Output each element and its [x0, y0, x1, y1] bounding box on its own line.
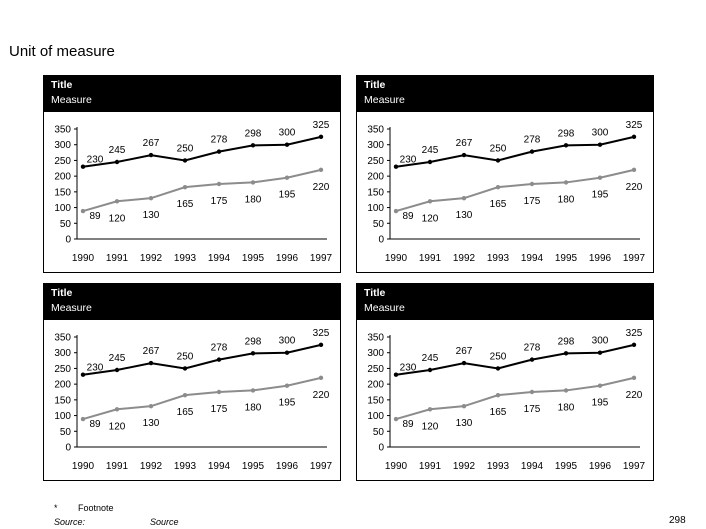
source-value: Source: [150, 517, 179, 527]
data-label: 89: [89, 419, 101, 431]
y-tick-label: 300: [367, 348, 384, 360]
data-point: [632, 343, 636, 347]
chart-header: [357, 284, 653, 320]
data-label: 325: [625, 119, 643, 131]
chart-measure: Measure: [364, 94, 405, 106]
x-tick-label: 1997: [309, 253, 333, 264]
data-label: 278: [210, 134, 228, 146]
y-tick-label: 150: [54, 187, 71, 199]
y-tick-label: 100: [54, 411, 71, 423]
page-number: 298: [669, 515, 686, 526]
chart-measure: Measure: [51, 302, 92, 314]
data-label: 300: [591, 127, 609, 139]
data-label: 120: [421, 421, 439, 433]
data-point: [462, 153, 466, 157]
y-tick-label: 50: [59, 218, 71, 230]
chart-panel-3: [43, 283, 341, 481]
data-point: [251, 143, 255, 147]
y-tick-label: 300: [54, 140, 71, 152]
data-point: [598, 143, 602, 147]
data-point: [428, 407, 432, 411]
data-label: 300: [591, 335, 609, 347]
data-label: 278: [210, 342, 228, 354]
data-label: 325: [625, 327, 643, 339]
x-tick-label: 1994: [520, 253, 544, 264]
x-tick-label: 1991: [105, 461, 129, 472]
y-tick-label: 250: [54, 363, 71, 375]
data-point: [428, 160, 432, 164]
data-point: [183, 185, 187, 189]
data-point: [496, 185, 500, 189]
x-tick-label: 1990: [71, 253, 95, 264]
x-tick-label: 1996: [275, 253, 299, 264]
data-label: 130: [455, 418, 473, 430]
y-tick-label: 200: [54, 171, 71, 183]
chart-measure: Measure: [51, 94, 92, 106]
data-point: [183, 393, 187, 397]
data-point: [462, 404, 466, 408]
x-tick-label: 1994: [207, 461, 231, 472]
data-label: 300: [278, 127, 296, 139]
x-tick-label: 1993: [173, 461, 197, 472]
data-point: [598, 351, 602, 355]
y-tick-label: 350: [54, 332, 71, 344]
chart-title: Title: [364, 287, 386, 299]
x-tick-label: 1992: [452, 461, 476, 472]
data-label: 195: [591, 397, 609, 409]
data-point: [462, 196, 466, 200]
footnote: [54, 503, 114, 513]
x-tick-label: 1992: [452, 253, 476, 264]
data-point: [598, 384, 602, 388]
chart-header: [357, 76, 653, 112]
data-point: [183, 158, 187, 162]
data-point: [285, 384, 289, 388]
y-tick-label: 300: [54, 348, 71, 360]
x-tick-label: 1994: [520, 461, 544, 472]
x-tick-label: 1996: [275, 461, 299, 472]
data-label: 267: [455, 138, 473, 150]
data-point: [632, 168, 636, 172]
data-point: [285, 143, 289, 147]
line-chart: [44, 112, 342, 274]
x-tick-label: 1995: [554, 253, 578, 264]
data-point: [564, 143, 568, 147]
x-tick-label: 1993: [486, 461, 510, 472]
data-point: [81, 209, 85, 213]
data-point: [217, 357, 221, 361]
data-point: [530, 182, 534, 186]
chart-title: Title: [51, 79, 73, 91]
data-label: 245: [421, 353, 439, 364]
data-label: 300: [278, 335, 296, 347]
data-point: [115, 407, 119, 411]
data-label: 298: [557, 336, 575, 348]
data-point: [598, 176, 602, 180]
data-label: 220: [625, 181, 643, 193]
data-label: 165: [176, 199, 194, 211]
chart-panel-4: [356, 283, 654, 481]
x-tick-label: 1992: [139, 461, 163, 472]
y-tick-label: 150: [367, 395, 384, 407]
x-tick-label: 1997: [622, 461, 646, 472]
y-tick-label: 100: [54, 203, 71, 215]
data-point: [115, 160, 119, 164]
data-label: 180: [244, 194, 262, 206]
chart-header: [44, 76, 340, 112]
footnote-text: Footnote: [78, 503, 114, 513]
data-point: [217, 390, 221, 394]
data-label: 130: [142, 418, 160, 430]
y-tick-label: 200: [367, 171, 384, 183]
x-tick-label: 1997: [309, 461, 333, 472]
data-point: [81, 417, 85, 421]
data-label: 230: [86, 362, 104, 374]
x-tick-label: 1990: [384, 253, 408, 264]
y-tick-label: 150: [367, 187, 384, 199]
y-tick-label: 350: [367, 332, 384, 344]
data-point: [394, 373, 398, 377]
data-label: 89: [402, 419, 414, 431]
x-tick-label: 1991: [418, 253, 442, 264]
data-label: 130: [455, 210, 473, 222]
data-point: [81, 373, 85, 377]
y-tick-label: 200: [54, 379, 71, 391]
data-label: 195: [591, 189, 609, 201]
data-point: [564, 351, 568, 355]
y-tick-label: 250: [54, 155, 71, 167]
y-tick-label: 0: [378, 442, 384, 454]
y-tick-label: 200: [367, 379, 384, 391]
y-tick-label: 50: [59, 426, 71, 438]
y-tick-label: 250: [367, 363, 384, 375]
data-label: 245: [421, 145, 439, 156]
chart-title: Title: [51, 287, 73, 299]
x-tick-label: 1997: [622, 253, 646, 264]
data-point: [81, 165, 85, 169]
y-tick-label: 50: [372, 426, 384, 438]
y-tick-label: 350: [54, 124, 71, 136]
line-chart: [357, 320, 655, 482]
data-label: 298: [244, 336, 262, 348]
x-tick-label: 1992: [139, 253, 163, 264]
data-point: [149, 153, 153, 157]
chart-panel-1: [43, 75, 341, 273]
data-point: [428, 368, 432, 372]
data-label: 245: [108, 145, 126, 156]
data-label: 267: [142, 346, 160, 358]
data-point: [428, 199, 432, 203]
data-label: 230: [399, 154, 417, 166]
x-tick-label: 1995: [554, 461, 578, 472]
data-point: [394, 165, 398, 169]
data-label: 180: [244, 402, 262, 414]
x-tick-label: 1996: [588, 253, 612, 264]
data-point: [285, 351, 289, 355]
data-point: [217, 182, 221, 186]
data-label: 267: [142, 138, 160, 150]
y-tick-label: 50: [372, 218, 384, 230]
data-label: 220: [625, 389, 643, 401]
chart-measure: Measure: [364, 302, 405, 314]
data-point: [319, 168, 323, 172]
data-point: [564, 388, 568, 392]
data-label: 250: [176, 143, 194, 155]
data-point: [319, 343, 323, 347]
x-tick-label: 1995: [241, 461, 265, 472]
data-label: 175: [210, 196, 228, 207]
data-point: [251, 351, 255, 355]
data-label: 120: [108, 213, 126, 225]
data-label: 175: [523, 196, 541, 207]
data-point: [149, 196, 153, 200]
footnote-marker: *: [54, 503, 58, 513]
chart-title: Title: [364, 79, 386, 91]
data-label: 298: [557, 128, 575, 140]
line-chart: [357, 112, 655, 274]
x-tick-label: 1990: [71, 461, 95, 472]
data-point: [149, 361, 153, 365]
y-tick-label: 100: [367, 411, 384, 423]
x-tick-label: 1990: [384, 461, 408, 472]
data-label: 250: [489, 143, 507, 155]
chart-panel-2: [356, 75, 654, 273]
x-tick-label: 1993: [486, 253, 510, 264]
data-point: [632, 376, 636, 380]
data-point: [530, 357, 534, 361]
data-label: 175: [523, 404, 541, 415]
data-label: 278: [523, 134, 541, 146]
source-line: [54, 517, 179, 527]
y-tick-label: 100: [367, 203, 384, 215]
data-label: 165: [489, 407, 507, 419]
y-tick-label: 300: [367, 140, 384, 152]
y-tick-label: 0: [65, 234, 71, 246]
x-tick-label: 1993: [173, 253, 197, 264]
data-label: 195: [278, 189, 296, 201]
data-label: 180: [557, 194, 575, 206]
data-label: 165: [489, 199, 507, 211]
data-label: 267: [455, 346, 473, 358]
data-label: 120: [421, 213, 439, 225]
data-point: [632, 135, 636, 139]
data-label: 325: [312, 119, 330, 131]
data-label: 230: [86, 154, 104, 166]
y-tick-label: 0: [378, 234, 384, 246]
source-label: Source:: [54, 517, 86, 527]
data-point: [115, 368, 119, 372]
data-label: 298: [244, 128, 262, 140]
x-tick-label: 1995: [241, 253, 265, 264]
data-label: 278: [523, 342, 541, 354]
x-tick-label: 1991: [418, 461, 442, 472]
data-point: [285, 176, 289, 180]
data-point: [496, 393, 500, 397]
data-point: [251, 388, 255, 392]
data-point: [564, 180, 568, 184]
data-label: 180: [557, 402, 575, 414]
y-tick-label: 0: [65, 442, 71, 454]
data-point: [319, 135, 323, 139]
data-point: [496, 158, 500, 162]
y-tick-label: 250: [367, 155, 384, 167]
data-label: 195: [278, 397, 296, 409]
data-point: [149, 404, 153, 408]
data-label: 325: [312, 327, 330, 339]
data-label: 165: [176, 407, 194, 419]
data-point: [394, 209, 398, 213]
data-label: 220: [312, 389, 330, 401]
page-title: Unit of measure: [9, 43, 115, 60]
data-point: [217, 149, 221, 153]
data-label: 120: [108, 421, 126, 433]
data-point: [394, 417, 398, 421]
data-label: 250: [176, 351, 194, 363]
data-point: [530, 390, 534, 394]
data-point: [319, 376, 323, 380]
y-tick-label: 150: [54, 395, 71, 407]
line-chart: [44, 320, 342, 482]
data-label: 230: [399, 362, 417, 374]
data-label: 175: [210, 404, 228, 415]
chart-header: [44, 284, 340, 320]
data-point: [462, 361, 466, 365]
data-label: 250: [489, 351, 507, 363]
data-point: [496, 366, 500, 370]
data-point: [251, 180, 255, 184]
x-tick-label: 1994: [207, 253, 231, 264]
data-label: 245: [108, 353, 126, 364]
data-label: 89: [402, 211, 414, 223]
data-label: 220: [312, 181, 330, 193]
x-tick-label: 1991: [105, 253, 129, 264]
y-tick-label: 350: [367, 124, 384, 136]
data-point: [115, 199, 119, 203]
data-point: [183, 366, 187, 370]
x-tick-label: 1996: [588, 461, 612, 472]
data-point: [530, 149, 534, 153]
data-label: 130: [142, 210, 160, 222]
data-label: 89: [89, 211, 101, 223]
